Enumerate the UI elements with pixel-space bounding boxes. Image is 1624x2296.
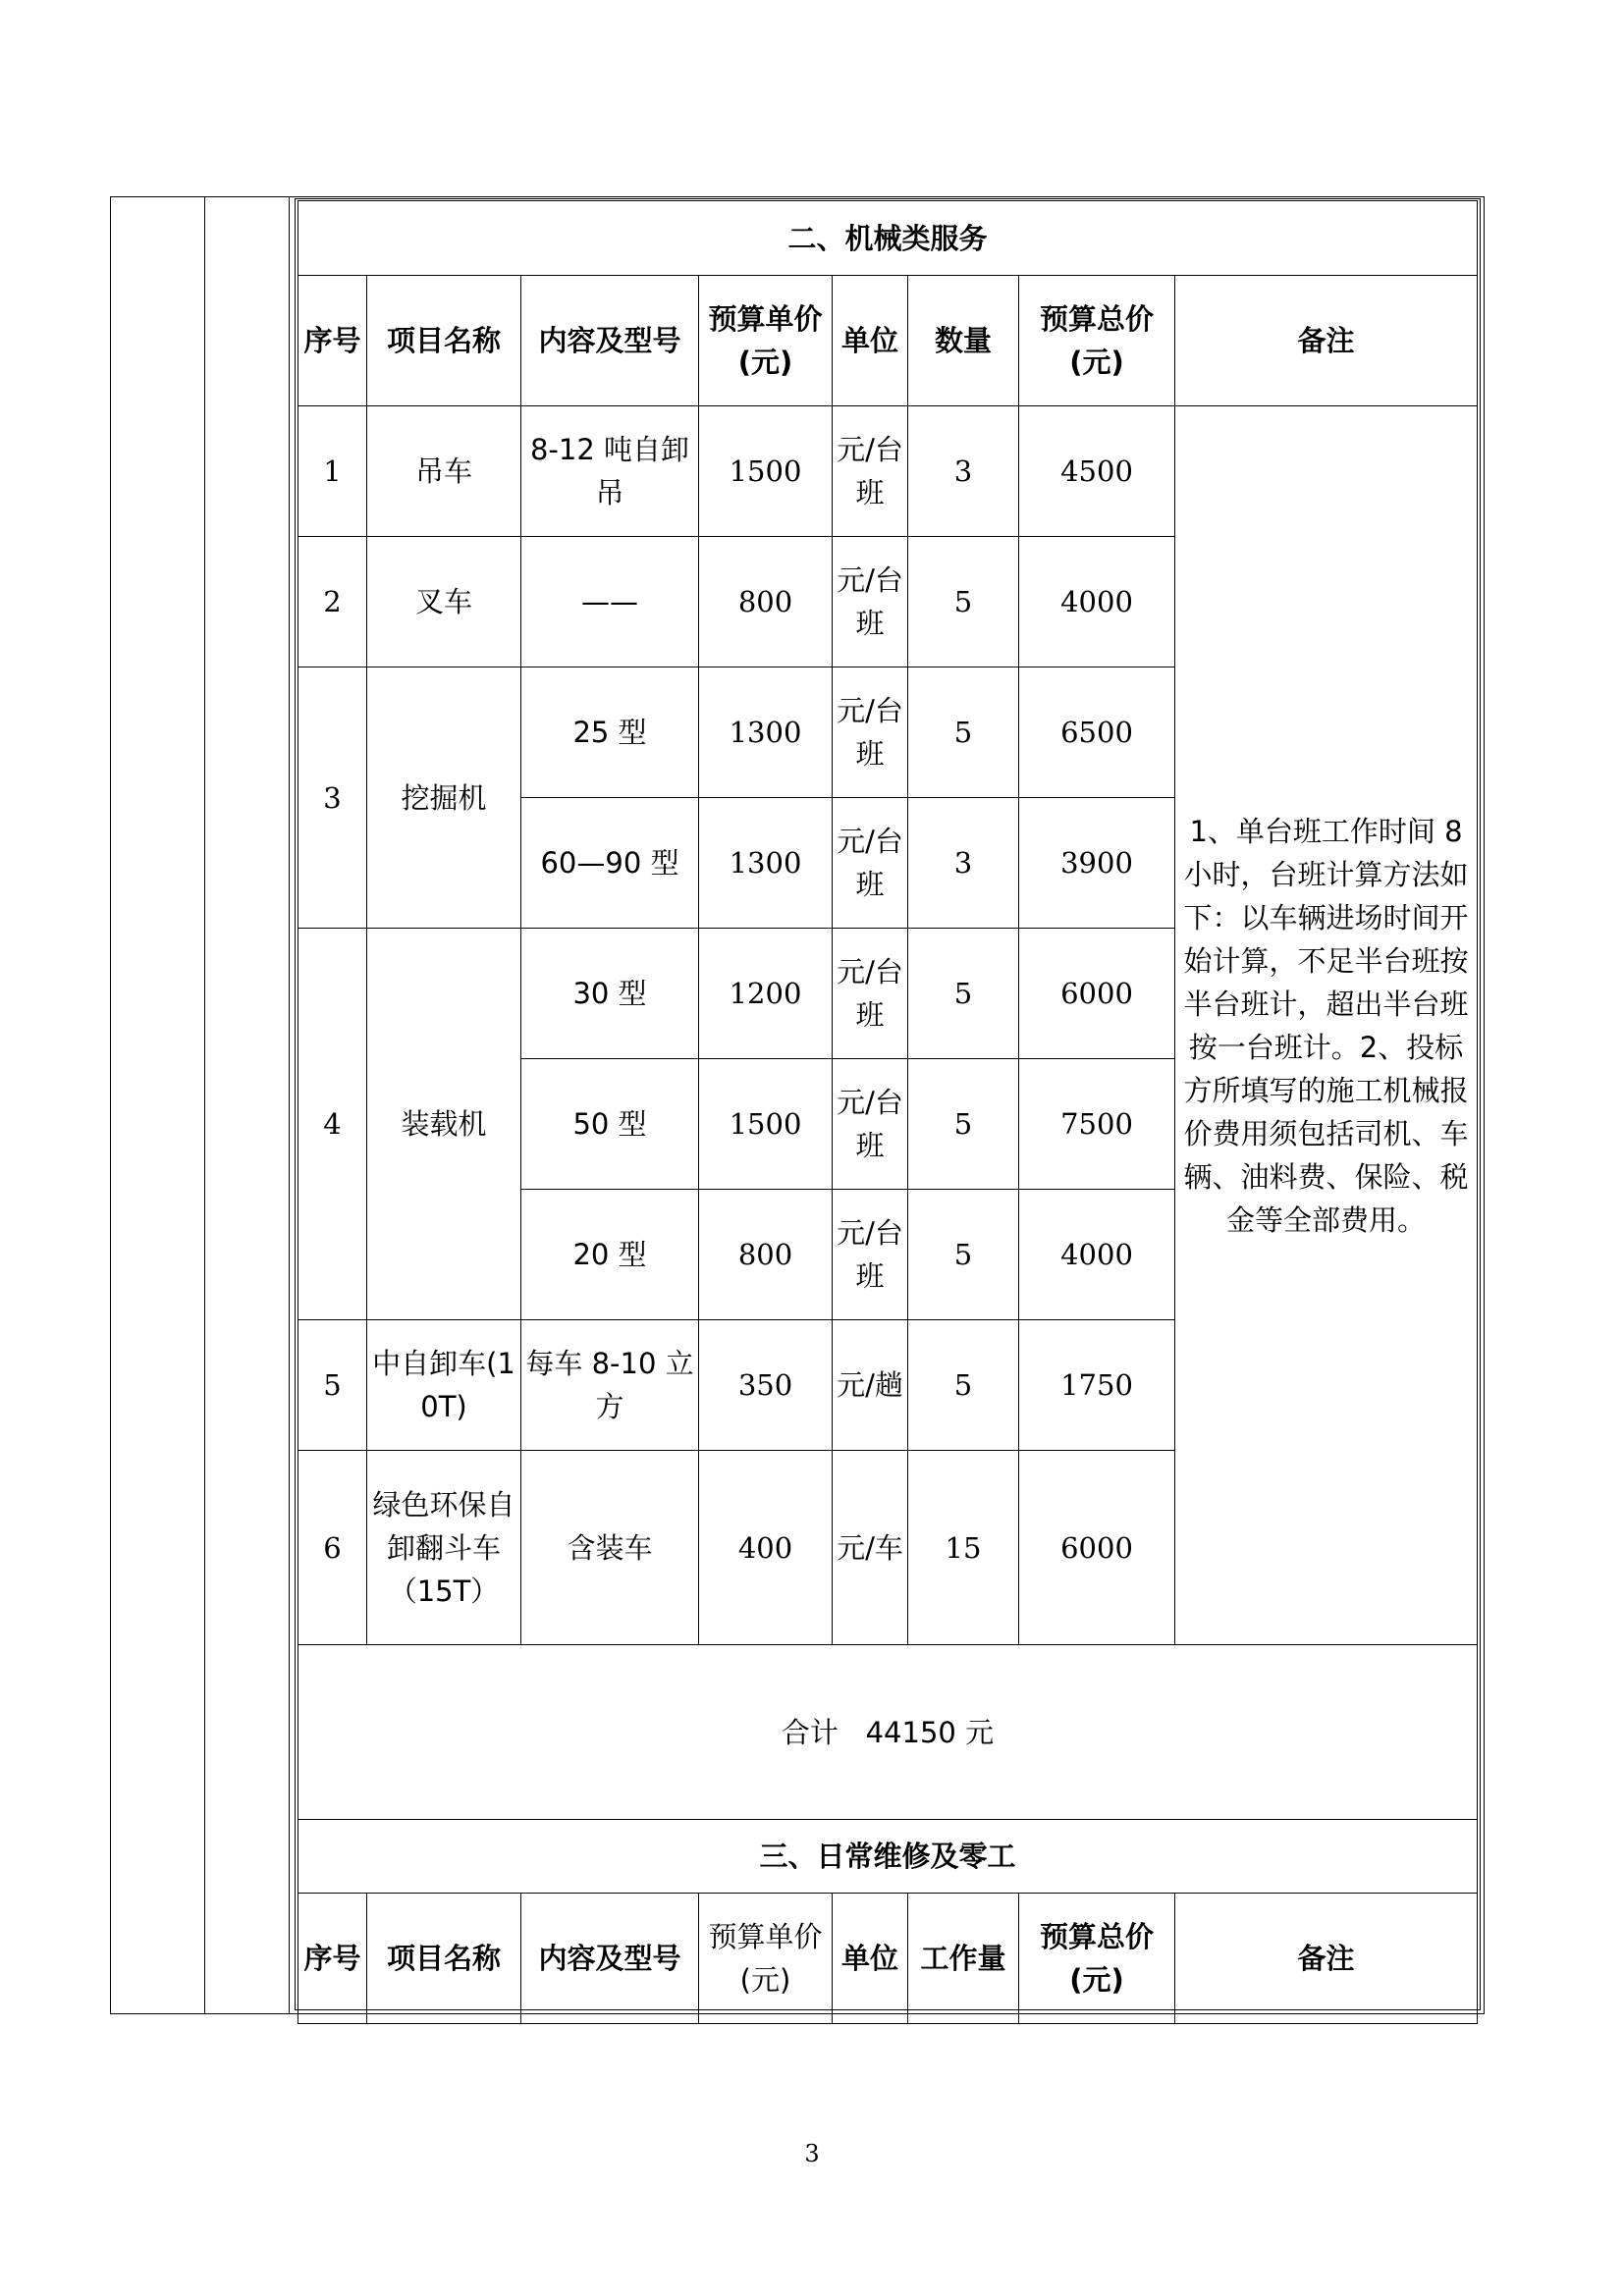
row-price: 800 [699,1190,833,1320]
header-remarks: 备注 [1175,1894,1478,2024]
remarks-note: 1、单台班工作时间 8 小时，台班计算方法如下：以车辆进场时间开始计算，不足半台班按半台班计，超出半台班按一台班计。2、投标方所填写的施工机械报价费用须包括司机、车辆、油料费、保险、税金等全部费用。 [1175,406,1478,1645]
row-price: 1500 [699,1059,833,1190]
row-total: 6000 [1019,1451,1175,1645]
row-total: 4000 [1019,537,1175,667]
row-qty: 3 [908,406,1019,537]
row-item-name: 叉车 [367,537,521,667]
row-spec: 20 型 [521,1190,699,1320]
header-unit: 单位 [833,1894,908,2024]
row-price: 1300 [699,798,833,929]
row-price: 1500 [699,406,833,537]
row-unit: 元/台班 [833,406,908,537]
total-row [298,1645,1478,1820]
row-unit: 元/台班 [833,1190,908,1320]
row-price: 350 [699,1320,833,1451]
row-no: 1 [298,406,367,537]
row-total: 7500 [1019,1059,1175,1190]
row-qty: 5 [908,1320,1019,1451]
row-unit: 元/趟 [833,1320,908,1451]
table-row [298,406,1478,537]
header-total-price: 预算总价(元) [1019,1894,1175,2024]
row-item-name: 绿色环保自卸翻斗车（15T） [367,1451,521,1645]
row-qty: 5 [908,667,1019,798]
header-content-model: 内容及型号 [521,276,699,406]
row-item-name: 吊车 [367,406,521,537]
header-item-name: 项目名称 [367,276,521,406]
section-3-title: 三、日常维修及零工 [298,1820,1478,1894]
header-no: 序号 [298,1894,367,2024]
row-no: 5 [298,1320,367,1451]
row-price: 1300 [699,667,833,798]
row-spec: 每车 8-10 立方 [521,1320,699,1451]
header-item-name: 项目名称 [367,1894,521,2024]
row-unit: 元/台班 [833,1059,908,1190]
header-unit-price: 预算单价(元) [699,276,833,406]
row-qty: 5 [908,1059,1019,1190]
row-total: 3900 [1019,798,1175,929]
section-2-title: 二、机械类服务 [298,201,1478,276]
row-qty: 5 [908,1190,1019,1320]
machinery-services-table [298,200,1478,2024]
row-total: 6000 [1019,929,1175,1059]
row-price: 800 [699,537,833,667]
header-content-model: 内容及型号 [521,1894,699,2024]
row-spec: 50 型 [521,1059,699,1190]
row-item-name: 挖掘机 [367,667,521,929]
outer-column-divider-1 [204,196,205,2014]
total-cell [298,1645,1478,1820]
page-number: 3 [804,2140,820,2167]
row-item-name: 中自卸车(10T) [367,1320,521,1451]
header-unit: 单位 [833,276,908,406]
header-unit-price: 预算单价(元) [699,1894,833,2024]
total-value: 44150 元 [865,1715,995,1749]
row-spec: 30 型 [521,929,699,1059]
header-quantity: 数量 [908,276,1019,406]
row-qty: 15 [908,1451,1019,1645]
row-item-name: 装载机 [367,929,521,1320]
outer-column-divider-2 [289,196,290,2014]
row-no: 6 [298,1451,367,1645]
row-no: 4 [298,929,367,1320]
row-total: 6500 [1019,667,1175,798]
row-price: 400 [699,1451,833,1645]
header-remarks: 备注 [1175,276,1478,406]
row-total: 1750 [1019,1320,1175,1451]
row-unit: 元/台班 [833,537,908,667]
row-spec: —— [521,537,699,667]
row-no: 3 [298,667,367,929]
row-total: 4000 [1019,1190,1175,1320]
row-unit: 元/台班 [833,929,908,1059]
row-qty: 5 [908,537,1019,667]
row-spec: 8-12 吨自卸吊 [521,406,699,537]
row-qty: 5 [908,929,1019,1059]
header-no: 序号 [298,276,367,406]
row-unit: 元/台班 [833,798,908,929]
row-no: 2 [298,537,367,667]
section-3-header-row [298,1894,1478,2024]
row-price: 1200 [699,929,833,1059]
row-spec: 60—90 型 [521,798,699,929]
row-spec: 25 型 [521,667,699,798]
header-workload: 工作量 [908,1894,1019,2024]
row-qty: 3 [908,798,1019,929]
header-total-price: 预算总价(元) [1019,276,1175,406]
row-total: 4500 [1019,406,1175,537]
total-label: 合计 [781,1715,839,1749]
section-2-header-row [298,276,1478,406]
row-unit: 元/车 [833,1451,908,1645]
row-unit: 元/台班 [833,667,908,798]
row-spec: 含装车 [521,1451,699,1645]
